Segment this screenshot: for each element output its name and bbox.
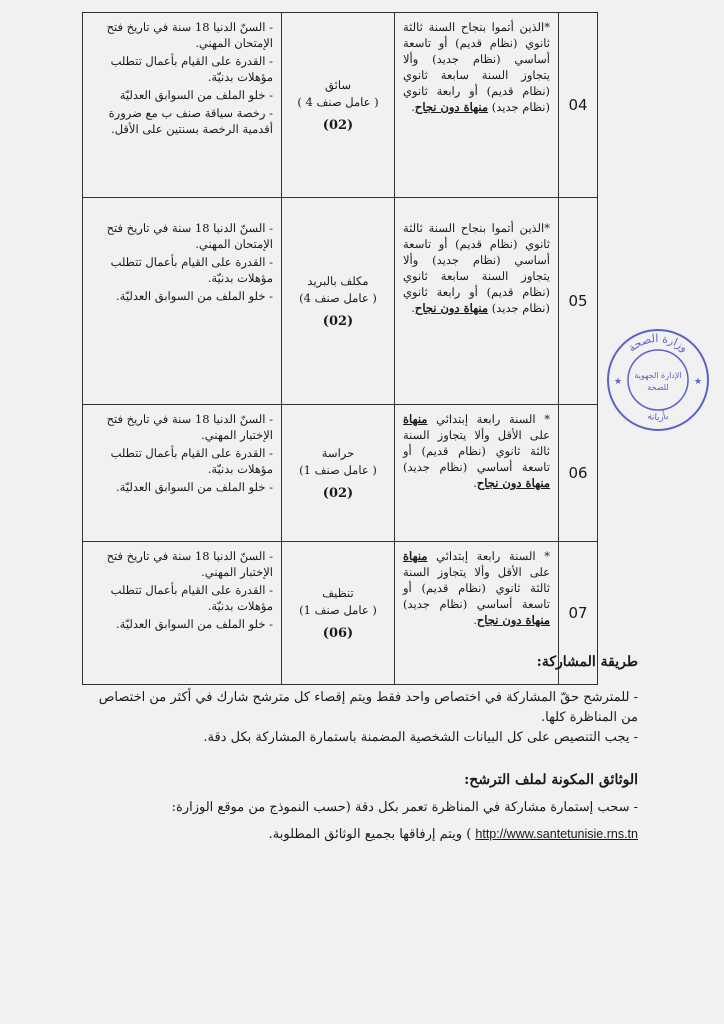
condition-item: - السنّ الدنيا 18 سنة في تاريخ فتح الإختبار المهني. bbox=[106, 412, 273, 442]
table-row bbox=[83, 13, 598, 198]
recruitment-table bbox=[82, 12, 598, 685]
star-icon: ★ bbox=[693, 377, 703, 387]
svg-text:بأريانة bbox=[646, 409, 669, 423]
condition-item: - رخصة سياقة صنف ب مع ضرورة أقدمية الرخصة بسنتين على الأقل. bbox=[108, 106, 273, 136]
table-row bbox=[83, 405, 598, 542]
condition-item: - السنّ الدنيا 18 سنة في تاريخ فتح الإمتحان المهني. bbox=[106, 20, 273, 50]
condition-item: - القدرة على القيام بأعمال تتطلب مؤهلات بدنيّة. bbox=[110, 255, 273, 285]
education-requirement: * السنة رابعة إبتدائي منهاة على الأقل وألا يتجاوز السنة ثالثة ثانوي (نظام قديم) أو تاسعة أساسي (نظام جديد) منهاة دون نجاح. bbox=[395, 542, 559, 685]
condition-item: - السنّ الدنيا 18 سنة في تاريخ فتح الإمتحان المهني. bbox=[106, 221, 273, 251]
row-number: 07 bbox=[559, 542, 598, 685]
grade-title: مكلف بالبريد bbox=[307, 273, 369, 288]
participation-rule: - يجب التنصيص على كل البيانات الشخصية المضمنة باستمارة المشاركة بكل دقة. bbox=[203, 730, 638, 745]
documents-rule-end: ) ويتم إرفاقها بجميع الوثائق المطلوبة. bbox=[268, 827, 472, 842]
education-requirement: *الذين أتموا بنجاح السنة ثالثة ثانوي (نظام قديم) أو تاسعة أساسي (نظام جديد) وألا يتجاوز السنة سابعة ثانوي (نظام قديم) أو رابعة ثانوي (نظام جديد) منهاة دون نجاح. bbox=[395, 198, 559, 405]
row-number: 05 bbox=[559, 198, 598, 405]
conditions-cell bbox=[83, 198, 282, 405]
documents-rule: - سحب إستمارة مشاركة في المناظرة تعمر بكل دقة (حسب النموذج من موقع الوزارة: bbox=[171, 800, 638, 815]
star-icon: ★ bbox=[613, 377, 623, 387]
grade-subtitle: ( عامل صنف 4 ) bbox=[297, 94, 379, 109]
conditions-cell bbox=[83, 13, 282, 198]
grade-cell bbox=[282, 405, 395, 542]
conditions-cell bbox=[83, 405, 282, 542]
position-count: (02) bbox=[322, 313, 354, 329]
condition-item: - خلو الملف من السوابق العدليّة. bbox=[116, 617, 273, 631]
table-row bbox=[83, 198, 598, 405]
grade-subtitle: ( عامل صنف 1) bbox=[299, 602, 377, 617]
condition-item: - السنّ الدنيا 18 سنة في تاريخ فتح الإختبار المهني. bbox=[106, 549, 273, 579]
condition-item: - القدرة على القيام بأعمال تتطلب مؤهلات بدنيّة. bbox=[110, 446, 273, 476]
ministry-website-link[interactable]: http://www.santetunisie.rns.tn bbox=[475, 827, 638, 841]
documents-heading: الوثائق المكونة لملف الترشح: bbox=[464, 772, 638, 788]
condition-item: - القدرة على القيام بأعمال تتطلب مؤهلات بدنيّة. bbox=[110, 583, 273, 613]
row-number: 06 bbox=[559, 405, 598, 542]
position-count: (02) bbox=[322, 117, 354, 133]
row-number: 04 bbox=[559, 13, 598, 198]
condition-item: - خلو الملف من السوابق العدليّة. bbox=[116, 480, 273, 494]
documents-rule-tail bbox=[78, 824, 638, 845]
documents-section bbox=[78, 770, 638, 845]
grade-title: حراسة bbox=[321, 445, 355, 460]
grade-cell bbox=[282, 13, 395, 198]
position-count: (06) bbox=[322, 625, 354, 641]
position-count: (02) bbox=[322, 485, 354, 501]
education-requirement: *الذين أتموا بنجاح السنة ثالثة ثانوي (نظام قديم) أو تاسعة أساسي (نظام جديد) وألا يتجاوز السنة سابعة ثانوي (نظام قديم) أو رابعة ثانوي (نظام جديد) منهاة دون نجاح. bbox=[395, 13, 559, 198]
grade-subtitle: ( عامل صنف 4) bbox=[299, 290, 377, 305]
grade-subtitle: ( عامل صنف 1) bbox=[299, 462, 377, 477]
stamp-bottom-text: بأريانة bbox=[646, 411, 670, 424]
condition-item: - القدرة على القيام بأعمال تتطلب مؤهلات بدنيّة. bbox=[110, 54, 273, 84]
stamp-outer-text: وزارة الصحة bbox=[625, 331, 691, 355]
stamp-inner-line1: الإدارة الجهوية bbox=[634, 371, 682, 380]
condition-item: - خلو الملف من السوابق العدليّة bbox=[119, 88, 273, 102]
official-stamp bbox=[604, 326, 712, 434]
stamp-inner-line2: للصحة bbox=[647, 383, 669, 392]
participation-rule: - للمترشح حقّ المشاركة في اختصاص واحد فقط ويتم إقصاء كل مترشح شارك في أكثر من اختصاص من المناظرة كلها. bbox=[98, 690, 638, 725]
grade-title: تنظيف bbox=[322, 585, 354, 600]
grade-title: سائق bbox=[325, 77, 351, 92]
participation-section bbox=[78, 652, 638, 748]
participation-heading: طريقة المشاركة: bbox=[536, 654, 638, 670]
education-requirement: * السنة رابعة إبتدائي منهاة على الأقل وألا يتجاوز السنة ثالثة ثانوي (نظام قديم) أو تاسعة أساسي (نظام جديد) منهاة دون نجاح. bbox=[395, 405, 559, 542]
grade-cell bbox=[282, 198, 395, 405]
condition-item: - خلو الملف من السوابق العدليّة. bbox=[116, 289, 273, 303]
